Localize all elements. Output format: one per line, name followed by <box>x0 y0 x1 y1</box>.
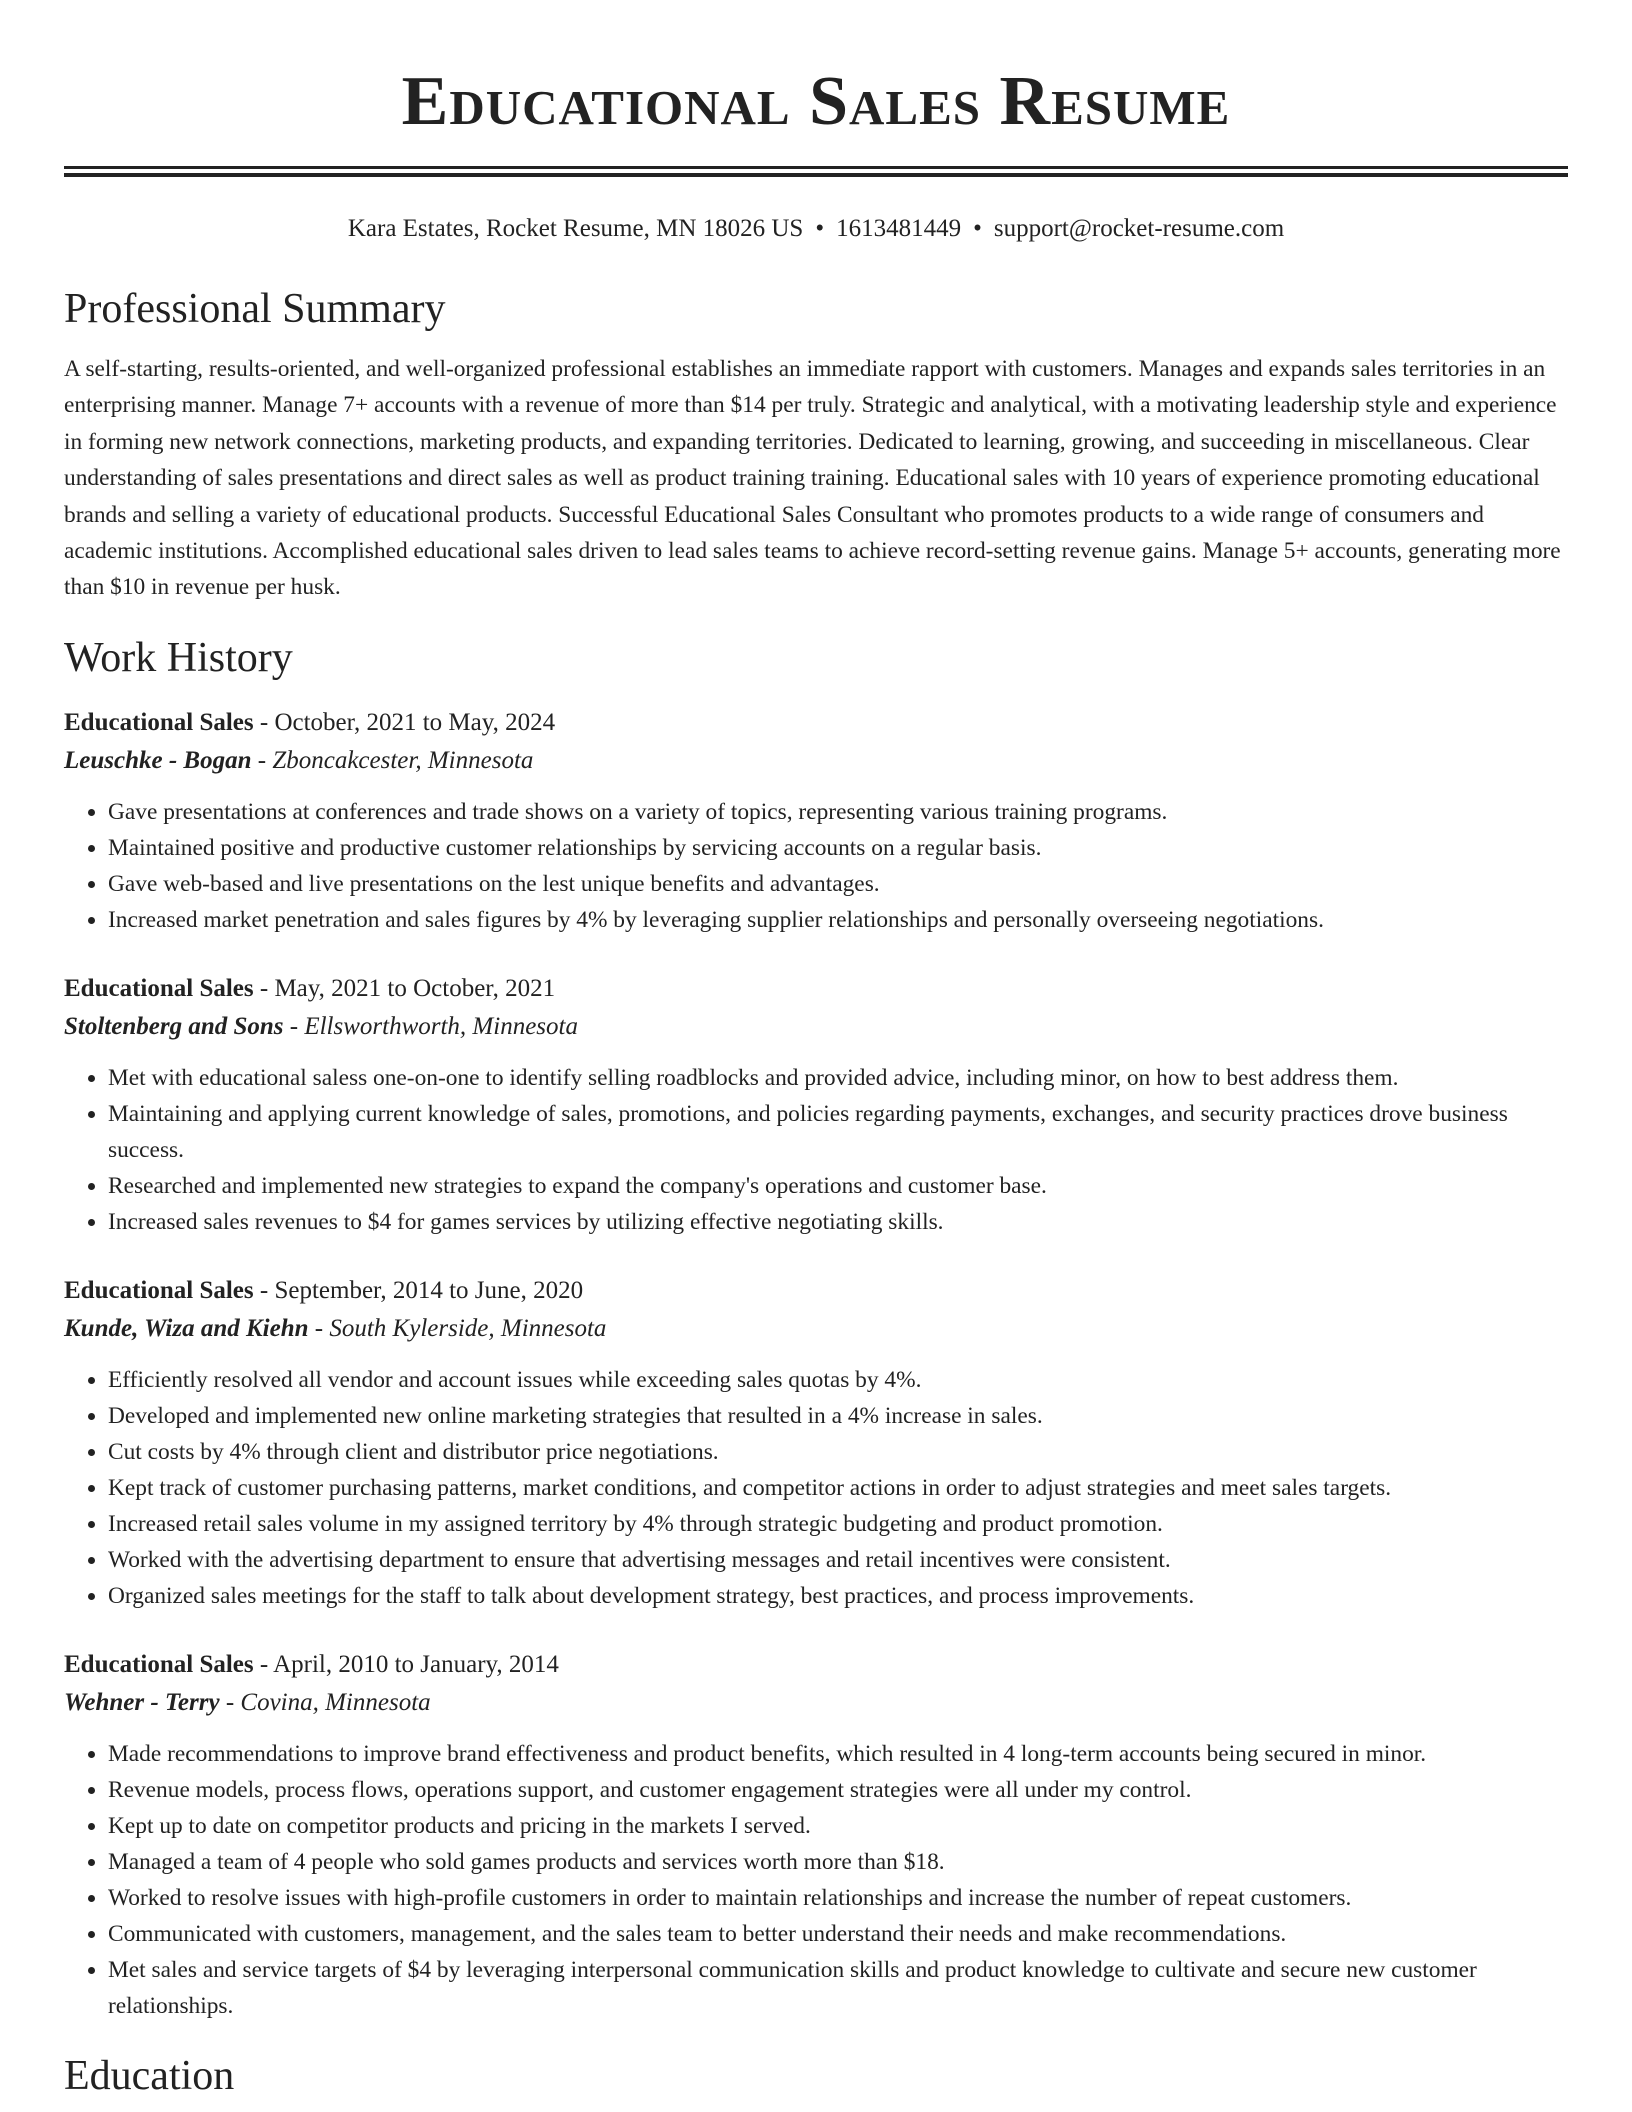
title-divider <box>64 166 1568 177</box>
job-bullet: • Met with educational saless one-on-one to identify selling roadblocks and provided advice, including minor, on how to best address them. <box>108 1060 1568 1096</box>
summary-heading: Professional Summary <box>64 286 446 332</box>
job-dates: - April, 2010 to January, 2014 <box>253 1650 559 1678</box>
contact-line <box>64 213 1568 245</box>
job-role: Educational Sales <box>64 708 254 736</box>
resume-page <box>64 0 1568 2102</box>
job-bullet: • Maintained positive and productive customer relationships by servicing accounts on a regular basis. <box>108 830 1568 866</box>
job-bullet: • Cut costs by 4% through client and distributor price negotiations. <box>108 1434 1568 1470</box>
job-location: - Zboncakcester, Minnesota <box>251 746 534 774</box>
work-history-heading: Work History <box>64 634 293 681</box>
job-company-line <box>64 742 1568 780</box>
job-role: Educational Sales <box>64 1650 254 1678</box>
job-company-line <box>64 1684 1568 1722</box>
job-role: Educational Sales <box>64 974 254 1002</box>
job-company: Kunde, Wiza and Kiehn <box>64 1314 309 1342</box>
resume-title: Educational Sales Resume <box>401 63 1231 140</box>
job-bullet: • Organized sales meetings for the staff to talk about development strategy, best practices, and process improvements. <box>108 1578 1568 1614</box>
contact-address: Kara Estates, Rocket Resume, MN 18026 US <box>347 215 804 242</box>
job-bullet: • Worked to resolve issues with high-profile customers in order to maintain relationships and increase the number of repeat customers. <box>108 1880 1568 1916</box>
job-company-line <box>64 1310 1568 1348</box>
job-company: Leuschke - Bogan <box>64 746 252 774</box>
job-bullet: • Kept up to date on competitor products and pricing in the markets I served. <box>108 1808 1568 1844</box>
contact-separator: • <box>973 215 982 242</box>
job-bullet: • Worked with the advertising department to ensure that advertising messages and retail incentives were consistent. <box>108 1542 1568 1578</box>
job-bullet: • Researched and implemented new strategies to expand the company's operations and customer base. <box>108 1168 1568 1204</box>
job-entry <box>64 970 1568 1240</box>
job-bullet: • Increased retail sales volume in my assigned territory by 4% through strategic budgeting and product promotion. <box>108 1506 1568 1542</box>
job-company: Wehner - Terry <box>64 1688 220 1716</box>
job-bullet: • Made recommendations to improve brand effectiveness and product benefits, which resulted in 4 long-term accounts being secured in minor. <box>108 1736 1568 1772</box>
education-heading: Education <box>64 2052 235 2099</box>
job-bullet-list <box>64 1060 1568 1240</box>
job-bullet: • Developed and implemented new online marketing strategies that resulted in a 4% increase in sales. <box>108 1398 1568 1434</box>
job-bullet: • Gave presentations at conferences and trade shows on a variety of topics, representing various training programs. <box>108 794 1568 830</box>
job-entry <box>64 1272 1568 1614</box>
job-bullet: • Revenue models, process flows, operations support, and customer engagement strategies were all under my control. <box>108 1772 1568 1808</box>
job-bullet: • Communicated with customers, management, and the sales team to better understand their needs and make recommendations. <box>108 1916 1568 1952</box>
contact-email: support@rocket-resume.com <box>993 215 1285 242</box>
job-company-line <box>64 1008 1568 1046</box>
job-bullet-list <box>64 1362 1568 1614</box>
job-dates: - May, 2021 to October, 2021 <box>253 974 556 1002</box>
job-bullet-list <box>64 1736 1568 2024</box>
job-title-line <box>64 1646 1568 1684</box>
job-location: - South Kylerside, Minnesota <box>308 1314 607 1342</box>
job-dates: - September, 2014 to June, 2020 <box>253 1276 584 1304</box>
job-bullet: • Managed a team of 4 people who sold games products and services worth more than $18. <box>108 1844 1568 1880</box>
job-bullet-list <box>64 794 1568 938</box>
job-title-line <box>64 1272 1568 1310</box>
work-history-list <box>64 704 1568 2024</box>
job-bullet: • Gave web-based and live presentations on the lest unique benefits and advantages. <box>108 866 1568 902</box>
job-role: Educational Sales <box>64 1276 254 1304</box>
job-bullet: • Maintaining and applying current knowledge of sales, promotions, and policies regarding payments, exchanges, and security practices drove business success. <box>108 1096 1568 1168</box>
job-bullet: • Increased market penetration and sales figures by 4% by leveraging supplier relationships and personally overseeing negotiations. <box>108 902 1568 938</box>
job-company: Stoltenberg and Sons <box>64 1012 284 1040</box>
job-bullet: • Met sales and service targets of $4 by leveraging interpersonal communication skills and product knowledge to cultivate and secure new customer relationships. <box>108 1952 1568 2024</box>
contact-phone: 1613481449 <box>836 215 962 242</box>
summary-text: A self-starting, results-oriented, and well-organized professional establishes an immediate rapport with customers. Manages and expands sales territories in an enterprising manner. Manage 7+ accounts with a revenue of more than $14 per truly. Strategic and analytical, with a motivating leadership style and experience in forming new network connections, marketing products, and expanding territories. Dedicated to learning, growing, and succeeding in miscellaneous. Clear understanding of sales presentations and direct sales as well as product training training. Educational sales with 10 years of experience promoting educational brands and selling a variety of educational products. Successful Educational Sales Consultant who promotes products to a wide range of consumers and academic institutions. Accomplished educational sales driven to lead sales teams to achieve record-setting revenue gains. Manage 5+ accounts, generating more than $10 in revenue per husk. <box>64 356 1561 601</box>
job-bullet: • Increased sales revenues to $4 for games services by utilizing effective negotiating skills. <box>108 1204 1568 1240</box>
contact-separator: • <box>815 215 825 242</box>
job-bullet: • Kept track of customer purchasing patterns, market conditions, and competitor actions in order to adjust strategies and meet sales targets. <box>108 1470 1568 1506</box>
job-entry <box>64 1646 1568 2024</box>
job-dates: - October, 2021 to May, 2024 <box>253 708 556 736</box>
job-bullet: • Efficiently resolved all vendor and account issues while exceeding sales quotas by 4%. <box>108 1362 1568 1398</box>
job-title-line <box>64 704 1568 742</box>
job-entry <box>64 704 1568 938</box>
job-title-line <box>64 970 1568 1008</box>
job-location: - Covina, Minnesota <box>219 1688 431 1716</box>
job-location: - Ellsworthworth, Minnesota <box>283 1012 578 1040</box>
